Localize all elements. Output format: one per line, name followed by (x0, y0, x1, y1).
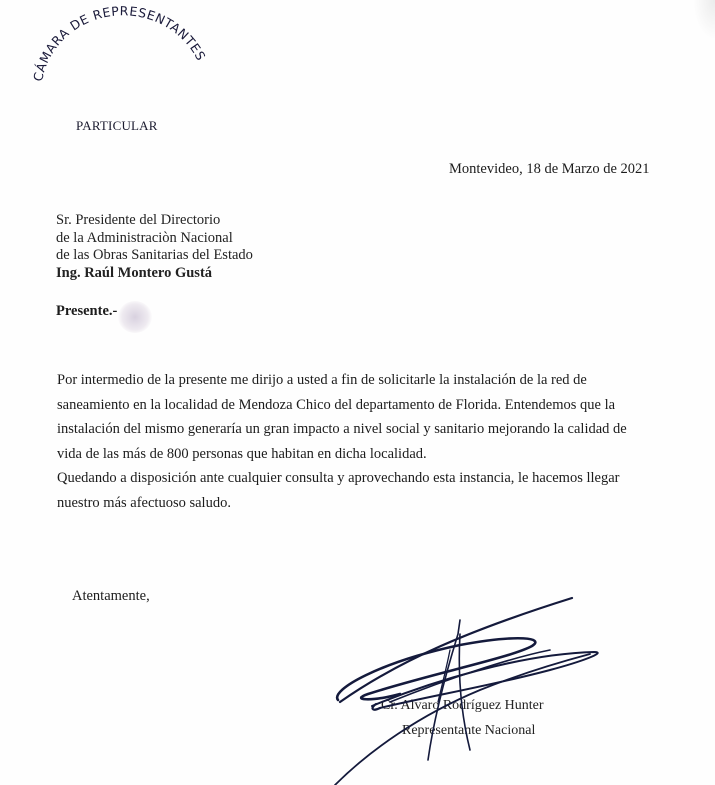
body-line: nuestro más afectuoso saludo. (57, 494, 231, 511)
body-line: Por intermedio de la presente me dirijo a usted a fin de solicitarle la instalación de la red de (57, 372, 587, 388)
seal-arc-text-icon (20, 0, 220, 110)
closing: Atentamente, (72, 588, 150, 604)
svg-text:CÁMARA DE REPRESENTANTES (30, 3, 209, 82)
recipient-block (56, 212, 253, 282)
recipient-name: Ing. Raúl Montero Gustá (56, 264, 213, 281)
handwritten-signature (310, 590, 610, 785)
signatory-name: Cr. Alvaro Rodríguez Hunter (381, 698, 544, 713)
recipient-line: Sr. Presidente del Directorio (56, 212, 221, 228)
ink-smudge (118, 301, 152, 333)
body-line: Quedando a disposición ante cualquier consulta y aprovechando esta instancia, le hacemos llegar (57, 470, 620, 487)
body-line: instalación del mismo generaría un gran impacto a nivel social y sanitario mejorando la calidad de (57, 421, 627, 438)
paper-edge-shadow (693, 0, 715, 40)
signature-icon (310, 590, 610, 785)
body-line: vida de las más de 800 personas que habitan en dicha localidad. (57, 445, 427, 462)
date-line: Montevideo, 18 de Marzo de 2021 (449, 161, 650, 177)
greeting: Presente.- (56, 303, 118, 319)
letterhead-seal (20, 0, 220, 110)
letter-body (57, 368, 707, 516)
seal-institution-text: CÁMARA DE REPRESENTANTES (30, 3, 209, 83)
recipient-line: de la Administraciòn Nacional (56, 229, 233, 246)
recipient-line: de las Obras Sanitarias del Estado (56, 247, 253, 263)
body-line: saneamiento en la localidad de Mendoza Chico del departamento de Florida. Entendemos que la (57, 396, 616, 413)
signatory-title: Representante Nacional (402, 723, 536, 738)
classification-label: PARTICULAR (76, 118, 158, 133)
